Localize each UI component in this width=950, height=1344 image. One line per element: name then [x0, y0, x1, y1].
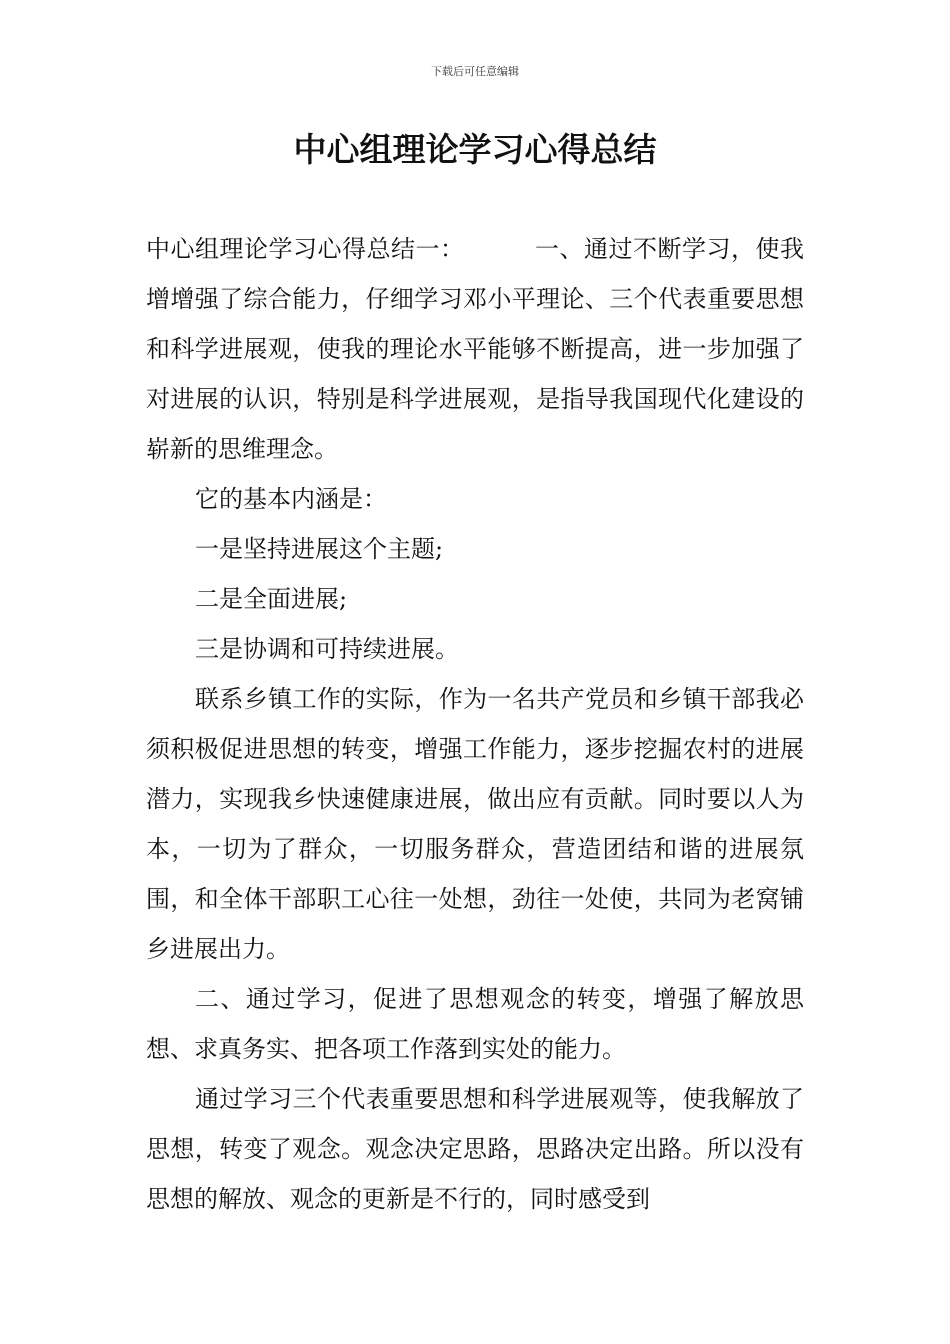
paragraph-basic-connotation: 它的基本内涵是：	[195, 485, 387, 513]
document-title: 中心组理论学习心得总结	[293, 130, 657, 169]
paragraph-point-three: 三是协调和可持续进展。	[195, 635, 459, 663]
header-note: 下载后可任意编辑	[431, 65, 519, 78]
paragraph-township-work: 联系乡镇工作的实际，作为一名共产党员和乡镇干部我必须积极促进思想的转变，增强工作能力，逐步挖掘农村的进展潜力，实现我乡快速健康进展，做出应有贡献。同时要以人为本，一切为了群众，一切服务群众，营造团结和谐的进展氛围，和全体干部职工心往一处想，劲往一处使，共同为老窝铺乡进展出力。	[146, 685, 804, 963]
paragraph-point-two: 二是全面进展;	[195, 585, 348, 613]
document-body	[146, 224, 804, 1224]
intro-text: 一、通过不断学习，使我增增强了综合能力，仔细学习邓小平理论、三个代表重要思想和科学进展观，使我的理论水平能够不断提高，进一步加强了对进展的认识，特别是科学进展观，是指导我国现代化建设的崭新的思维理念。	[146, 235, 804, 463]
paragraph-study-thoughts: 通过学习三个代表重要思想和科学进展观等，使我解放了思想，转变了观念。观念决定思路，思路决定出路。所以没有思想的解放、观念的更新是不行的，同时感受到	[146, 1085, 804, 1213]
paragraph-point-one: 一是坚持进展这个主题;	[195, 535, 444, 563]
intro-lead: 中心组理论学习心得总结一：	[146, 235, 465, 263]
intro-paragraph	[146, 224, 804, 474]
paragraph-section-two: 二、通过学习，促进了思想观念的转变，增强了解放思想、求真务实、把各项工作落到实处的能力。	[146, 985, 804, 1063]
